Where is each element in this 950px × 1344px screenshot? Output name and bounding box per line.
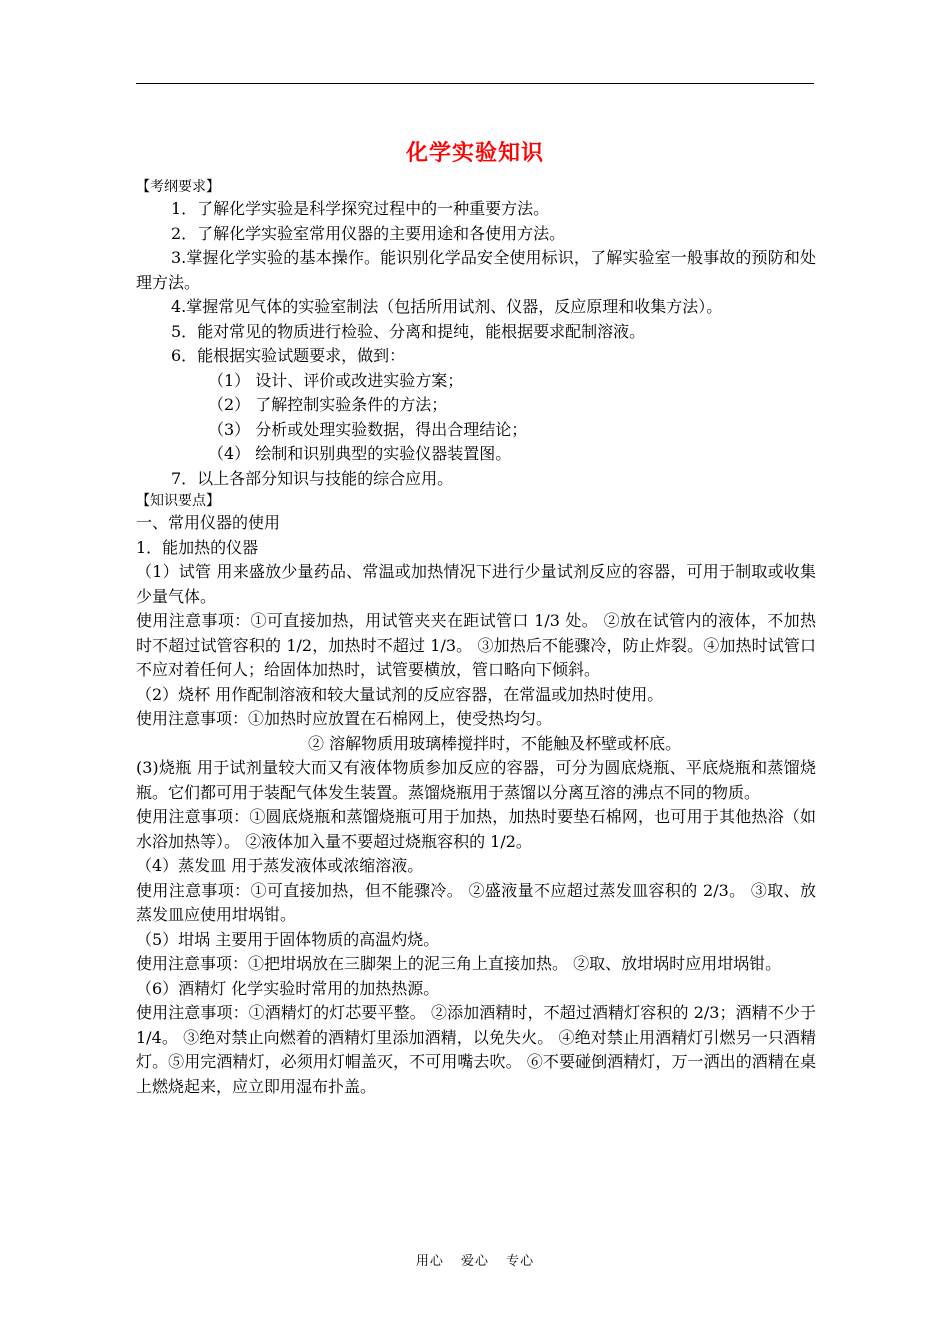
paragraph: 使用注意事项：①圆底烧瓶和蒸馏烧瓶可用于加热，加热时要垫石棉网，也可用于其他热浴（如水浴加热等）。 ②液体加入量不要超过烧瓶容积的 1/2。 [136,807,816,851]
paragraph: 使用注意事项：①可直接加热，用试管夹夹在距试管口 1/3 处。 ②放在试管内的液体，不加热时不超过试管容积的 1/2，加热时不超过 1/3。 ③加热后不能骤冷，防止炸裂。④加热时试管口不应对着任何人；给固体加热时，试管要横放，管口略向下倾斜。 [136,611,816,679]
header-rule [136,83,814,84]
footer-text: 爱心 [460,1254,489,1269]
requirement-item: 1．了解化学实验是科学探究过程中的一种重要方法。 [171,199,550,218]
requirement-item: 6．能根据实验试题要求，做到： [171,346,406,365]
paragraph: 使用注意事项：①酒精灯的灯芯要平整。 ②添加酒精时，不超过酒精灯容积的 2/3；酒精不少于 1/4。 ③绝对禁止向燃着的酒精灯里添加酒精，以免失火。 ④绝对禁止用酒精灯引燃另一只酒精灯。⑤用完酒精灯，必须用灯帽盖灭，不可用嘴去吹。 ⑥不要碰倒酒精灯，万一洒出的酒精在桌上燃烧起来，应立即用湿布扑盖。 [136,1003,816,1096]
paragraph: (3)烧瓶 用于试剂量较大而又有液体物质参加反应的容器，可分为圆底烧瓶、平底烧瓶和蒸馏烧瓶。它们都可用于装配气体发生装置。蒸馏烧瓶用于蒸馏以分离互溶的沸点不同的物质。 [136,758,816,802]
paragraph: （6）酒精灯 化学实验时常用的加热热源。 [136,978,440,998]
sub-requirement-item: （1） 设计、评价或改进实验方案； [208,370,464,390]
paragraph: （2）烧杯 用作配制溶液和较大量试剂的反应容器，在常温或加热时使用。 [136,684,664,704]
paragraph: （1）试管 用来盛放少量药品、常温或加热情况下进行少量试剂反应的容器，可用于制取或收集少量气体。 [136,562,816,606]
section-heading-knowledge: 【知识要点】 [136,493,220,509]
paragraph: 使用注意事项：①可直接加热，但不能骤冷。 ②盛液量不应超过蒸发皿容积的 2/3。 ③取、放蒸发皿应使用坩埚钳。 [136,880,816,924]
requirement-item: 3.掌握化学实验的基本操作。能识别化学品安全使用标识，了解实验室一般事故的预防和处理方法。 [136,248,816,292]
sub-requirement-item: （2） 了解控制实验条件的方法； [208,395,448,414]
sub-requirement-item: （3） 分析或处理实验数据，得出合理结论； [208,419,528,439]
paragraph: 使用注意事项：①把坩埚放在三脚架上的泥三角上直接加热。 ②取、放坩埚时应用坩埚钳。 [136,954,782,973]
requirement-item: 4.掌握常见气体的实验室制法（包括所用试剂、仪器，反应原理和收集方法）。 [171,297,723,316]
section-heading-requirements: 【考纲要求】 [136,179,220,195]
footer-text: 专心 [506,1254,535,1269]
requirement-item: 5．能对常见的物质进行检验、分离和提纯，能根据要求配制溶液。 [171,321,646,341]
footer-text: 用心 [415,1254,444,1269]
document-title: 化学实验知识 [405,141,544,166]
part-heading: 一、常用仪器的使用 [136,513,281,532]
document-body [136,177,816,1099]
page-footer [0,1250,950,1269]
paragraph: 使用注意事项：①加热时应放置在石棉网上，使受热均匀。 [136,709,553,728]
sub-heading: 1．能加热的仪器 [136,537,259,557]
requirement-item: 2．了解化学实验室常用仪器的主要用途和各使用方法。 [171,223,566,243]
requirement-item: 7．以上各部分知识与技能的综合应用。 [171,468,454,488]
paragraph: （5）坩埚 主要用于固体物质的高温灼烧。 [136,929,440,949]
sub-requirement-item: （4） 绘制和识别典型的实验仪器装置图。 [208,444,512,463]
paragraph: （4）蒸发皿 用于蒸发液体或浓缩溶液。 [136,856,424,875]
paragraph: ② 溶解物质用玻璃棒搅拌时，不能触及杯壁或杯底。 [308,733,682,753]
